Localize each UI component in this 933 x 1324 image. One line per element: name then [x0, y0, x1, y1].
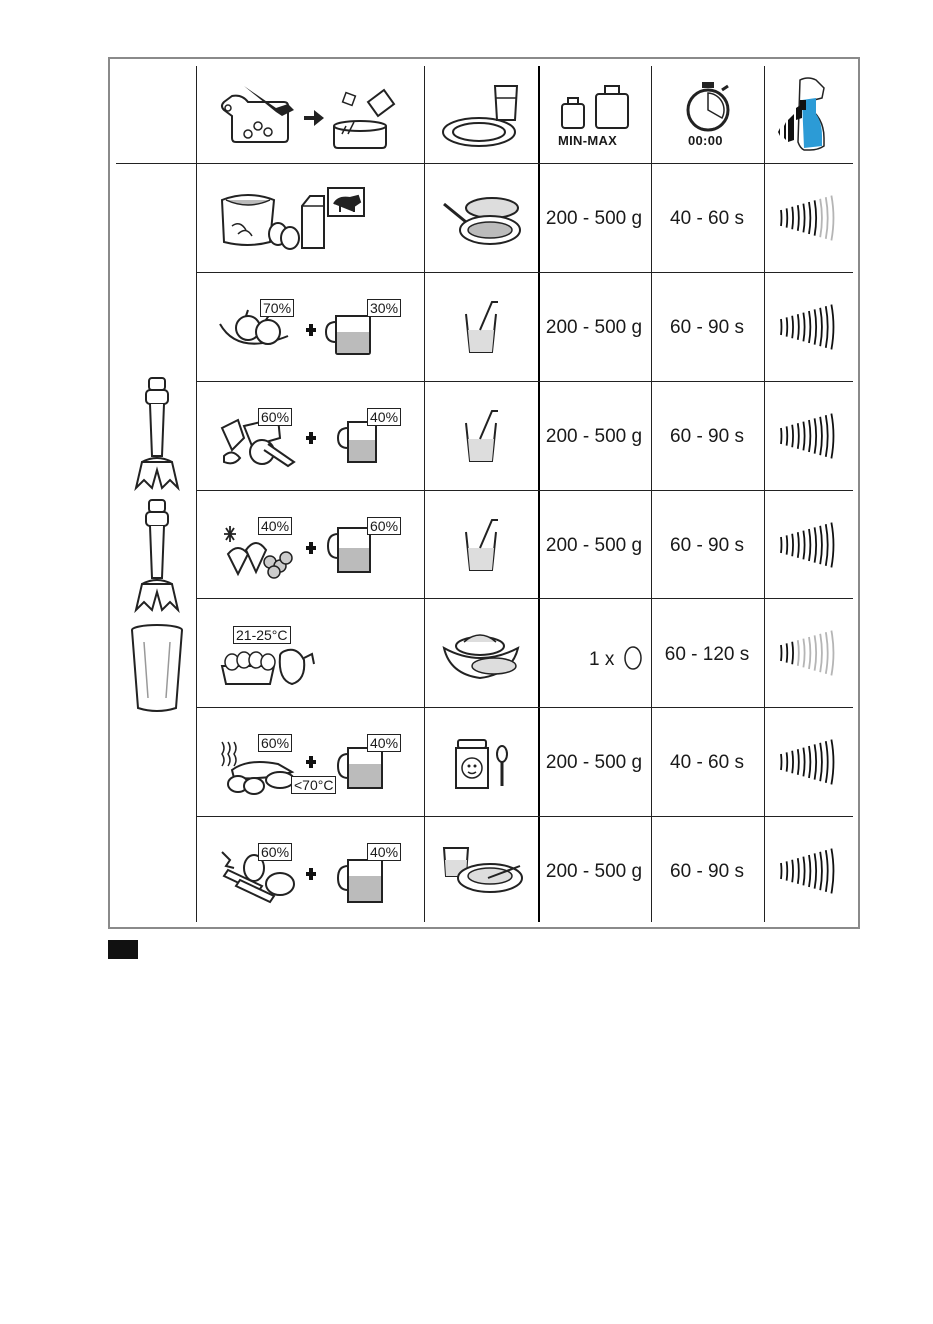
- speed-bar: [792, 642, 793, 664]
- speed-bar: [820, 308, 822, 346]
- speed-bar: [798, 640, 799, 666]
- pancake-ingredients-icon: [218, 186, 368, 250]
- speed-bar: [787, 861, 788, 880]
- blender-shaft-icon: [132, 376, 182, 496]
- vegetable-percentage: 60%: [258, 734, 292, 752]
- row-divider: [196, 272, 853, 273]
- column-divider: [424, 66, 425, 922]
- speed-bar: [803, 313, 804, 342]
- soup-vegetables-and-liquid-icon: [218, 846, 378, 906]
- time-text: 60 - 90 s: [670, 317, 744, 338]
- egg-icon: [623, 645, 643, 671]
- speed-bar: [781, 428, 782, 444]
- food-preparation-icon: [218, 82, 403, 147]
- speed-bar: [787, 317, 788, 336]
- speed-bar: [809, 855, 810, 887]
- weight-label: MIN-MAX: [558, 133, 618, 148]
- speed-bar: [798, 314, 799, 340]
- speed-bar: [787, 535, 788, 554]
- quantity-text: 200 - 500 g: [545, 535, 643, 556]
- column-divider: [651, 66, 652, 922]
- speed-bar: [809, 311, 810, 343]
- time-text: 60 - 120 s: [664, 644, 750, 665]
- speed-bar: [781, 210, 782, 226]
- speed-bar: [792, 207, 793, 229]
- speed-bar: [826, 524, 828, 566]
- speed-bar: [831, 305, 833, 350]
- speed-bar: [803, 204, 804, 233]
- speed-bar: [781, 319, 782, 335]
- speed-bar: [803, 639, 804, 668]
- glass-with-straw-icon: [462, 518, 502, 574]
- temperature-label: 21-25°C: [233, 626, 291, 644]
- frozen-berries-and-liquid-icon: [218, 514, 368, 584]
- pancake-pan-icon: [440, 192, 524, 252]
- baby-food-jar-icon: [454, 738, 518, 792]
- blender-shaft-icon: [132, 498, 182, 618]
- speed-bar: [809, 746, 810, 778]
- vegetable-percentage: 60%: [258, 408, 292, 426]
- quantity-text: 200 - 500 g: [545, 752, 643, 773]
- speed-bar: [809, 420, 810, 452]
- speed-bar: [798, 205, 799, 231]
- column-divider: [538, 66, 540, 922]
- speed-bar: [792, 534, 793, 556]
- quantity-text: 1 x: [589, 649, 615, 670]
- quantity-text: 200 - 500 g: [545, 317, 643, 338]
- soup-bowl-icon: [440, 844, 524, 896]
- speed-bar: [803, 748, 804, 777]
- time-text: 60 - 90 s: [670, 861, 744, 882]
- berries-percentage: 40%: [258, 517, 292, 535]
- speed-bar: [820, 199, 822, 237]
- speed-bar: [831, 740, 833, 785]
- time-text: 40 - 60 s: [670, 208, 744, 229]
- quantity-text: 200 - 500 g: [545, 426, 643, 447]
- speed-bar: [815, 635, 817, 670]
- speed-bar: [792, 316, 793, 338]
- speed-bar: [781, 645, 782, 661]
- speed-bar: [787, 426, 788, 445]
- speed-bar: [787, 643, 788, 662]
- speed-bar: [803, 857, 804, 886]
- time-text: 40 - 60 s: [670, 752, 744, 773]
- plate-and-glass-icon: [441, 80, 521, 150]
- speed-bar: [820, 634, 822, 672]
- language-tab-marker: [108, 940, 138, 959]
- speed-level-indicator: [778, 519, 842, 571]
- speed-level-indicator: [778, 627, 842, 679]
- speed-bar: [803, 422, 804, 451]
- column-divider: [196, 66, 197, 922]
- stopwatch-icon: [684, 80, 732, 136]
- timer-label: 00:00: [688, 133, 723, 148]
- speed-bar: [826, 850, 828, 892]
- speed-bar: [787, 752, 788, 771]
- liquid-percentage: 30%: [367, 299, 401, 317]
- speed-bar: [798, 749, 799, 775]
- speed-bar: [831, 849, 833, 894]
- column-divider: [764, 66, 765, 922]
- speed-bar: [831, 523, 833, 568]
- time-text: 60 - 90 s: [670, 535, 744, 556]
- row-divider: [196, 381, 853, 382]
- vegetable-percentage: 60%: [258, 843, 292, 861]
- speed-bar: [781, 754, 782, 770]
- liquid-percentage: 60%: [367, 517, 401, 535]
- row-divider: [196, 816, 853, 817]
- speed-level-indicator: [778, 736, 842, 788]
- speed-bar: [820, 852, 822, 890]
- speed-bar: [826, 632, 828, 674]
- speed-bar: [792, 751, 793, 773]
- speed-level-indicator: [778, 192, 842, 244]
- speed-bar: [820, 417, 822, 455]
- weight-icon: [558, 82, 638, 130]
- liquid-percentage: 40%: [367, 734, 401, 752]
- row-divider: [196, 707, 853, 708]
- fruit-percentage: 70%: [260, 299, 294, 317]
- glass-with-straw-icon: [462, 300, 502, 356]
- speed-bar: [781, 863, 782, 879]
- row-divider: [196, 598, 853, 599]
- speed-bar: [826, 197, 828, 239]
- vegetables-and-liquid-icon: [218, 404, 368, 474]
- speed-bar: [831, 631, 833, 676]
- speed-bar: [831, 414, 833, 459]
- speed-bar: [820, 526, 822, 564]
- speed-bar: [826, 415, 828, 457]
- liquid-percentage: 40%: [367, 408, 401, 426]
- speed-bar: [781, 537, 782, 553]
- row-divider: [116, 163, 853, 164]
- speed-bar: [826, 306, 828, 348]
- speed-bar: [787, 208, 788, 227]
- speed-bar: [815, 200, 817, 235]
- liquid-percentage: 40%: [367, 843, 401, 861]
- blending-beaker-icon: [130, 624, 184, 716]
- speed-level-indicator: [778, 410, 842, 462]
- speed-bar: [798, 423, 799, 449]
- speed-bar: [809, 202, 810, 234]
- speed-bar: [815, 418, 817, 453]
- speed-bar: [809, 637, 810, 669]
- speed-level-indicator: [778, 845, 842, 897]
- mayonnaise-hotdog-icon: [440, 626, 524, 682]
- speed-bar: [815, 744, 817, 779]
- speed-level-indicator: [778, 301, 842, 353]
- eggs-and-oil-icon: [218, 644, 328, 690]
- speed-bar: [798, 858, 799, 884]
- speed-bar: [820, 743, 822, 781]
- speed-bar: [792, 860, 793, 882]
- speed-bar: [831, 196, 833, 241]
- speed-bar: [803, 531, 804, 560]
- speed-bar: [815, 853, 817, 888]
- speed-bar: [792, 425, 793, 447]
- speed-bar: [826, 741, 828, 783]
- temperature-label: <70°C: [291, 776, 336, 794]
- speed-bar: [809, 529, 810, 561]
- quantity-text: 200 - 500 g: [545, 208, 643, 229]
- speed-bar: [815, 527, 817, 562]
- glass-with-straw-icon: [462, 409, 502, 465]
- speed-bar: [798, 532, 799, 558]
- time-text: 60 - 90 s: [670, 426, 744, 447]
- quantity-text: 200 - 500 g: [545, 861, 643, 882]
- speed-bar: [815, 309, 817, 344]
- blender-speed-button-icon: [774, 78, 842, 152]
- row-divider: [196, 490, 853, 491]
